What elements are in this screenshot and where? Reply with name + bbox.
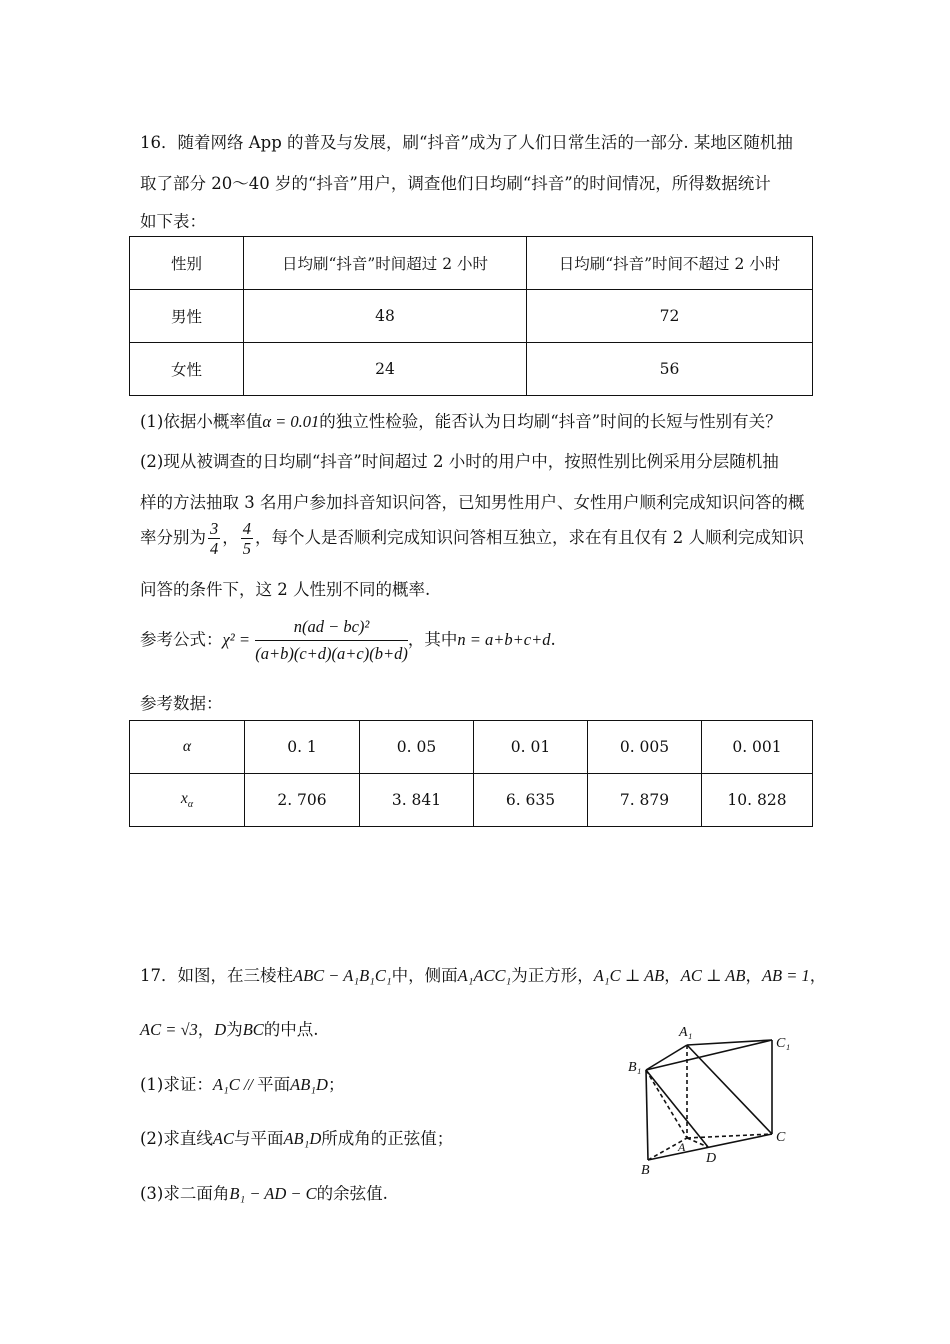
text: 与平面	[233, 1129, 284, 1148]
text: 率分别为	[140, 528, 206, 547]
math: AB = 1	[761, 966, 810, 985]
cell-value: 0. 05	[360, 721, 474, 774]
numerator: n(ad − bc)²	[255, 617, 408, 641]
math: D	[214, 1020, 227, 1039]
q17-part1	[140, 1071, 344, 1095]
q17-part2	[140, 1125, 453, 1149]
numerator: 4	[242, 519, 251, 538]
text: 17．如图，在三棱柱	[140, 966, 293, 985]
text: 中，侧面	[391, 966, 458, 985]
text: .	[550, 630, 556, 649]
text: ，	[222, 528, 239, 547]
q16-part2-line3	[140, 519, 804, 558]
table-row	[130, 721, 813, 774]
formula-label: 参考公式：	[140, 630, 223, 649]
cell-value: 6. 635	[474, 774, 588, 827]
math: B₁ − AD − C	[229, 1184, 317, 1203]
cell-value: 3. 841	[360, 774, 474, 827]
cell-value: 0. 001	[702, 721, 813, 774]
math: AC ⊥ AB	[680, 966, 746, 985]
header-x-alpha	[130, 774, 245, 827]
fraction-three-quarters	[208, 519, 220, 558]
q17-part3	[140, 1180, 388, 1204]
math: α = 0.01	[262, 412, 320, 431]
cell-value: 0. 1	[245, 721, 360, 774]
header-over-2h: 日均刷“抖音”时间超过 2 小时	[244, 237, 527, 290]
triangular-prism-figure	[620, 1020, 810, 1180]
x-symbol: x	[180, 789, 188, 807]
q16-line2: 取了部分 20～40 岁的“抖音”用户，调查他们日均刷“抖音”的时间情况，所得数据统计	[140, 174, 771, 193]
header-alpha: α	[130, 721, 245, 774]
label-d: D	[706, 1151, 717, 1166]
text: ，	[664, 966, 681, 985]
cell-value: 10. 828	[702, 774, 813, 827]
cell-value: 0. 005	[588, 721, 702, 774]
text: 的独立性检验，能否认为日均刷“抖音”时间的长短与性别有关？	[319, 412, 782, 431]
row-label-female: 女性	[130, 343, 244, 396]
segment-b1-d	[646, 1070, 708, 1147]
text: (1)依据小概率值	[140, 412, 263, 431]
table-row	[130, 774, 813, 827]
text: 所成角的正弦值；	[321, 1129, 454, 1148]
text: ，	[745, 966, 762, 985]
edge-b1-a1	[646, 1045, 687, 1070]
math: AB₁D	[283, 1129, 322, 1148]
label-c: C	[776, 1130, 786, 1145]
q16-part1	[140, 408, 782, 432]
segment-b1-a-hidden	[646, 1070, 687, 1138]
text: (3)求二面角	[140, 1184, 230, 1203]
fraction-four-fifths	[241, 519, 253, 558]
text: (1)求证：	[140, 1075, 213, 1094]
cell-value: 2. 706	[245, 774, 360, 827]
table-row	[130, 343, 813, 396]
reference-formula	[140, 617, 556, 664]
label-b1: B₁	[628, 1060, 642, 1075]
chi-square-fraction	[255, 617, 408, 664]
text: 为正方形，	[511, 966, 594, 985]
text: 的余弦值.	[316, 1184, 388, 1203]
q17-line1	[140, 962, 826, 986]
text: 的中点.	[263, 1020, 319, 1039]
table-row	[130, 290, 813, 343]
header-gender: 性别	[130, 237, 244, 290]
q16-line3: 如下表：	[140, 212, 206, 231]
alpha-subscript: α	[187, 799, 194, 811]
segment-a1-c	[687, 1045, 772, 1134]
numerator: 3	[210, 519, 219, 538]
text: (2)求直线	[140, 1129, 213, 1148]
math: AC = √3	[140, 1020, 198, 1039]
cell-value: 72	[527, 290, 813, 343]
cell-value: 24	[244, 343, 527, 396]
q16-part2-line1: (2)现从被调查的日均刷“抖音”时间超过 2 小时的用户中，按照性别比例采用分层随机抽	[140, 452, 779, 471]
math: A₁C //	[212, 1075, 258, 1094]
table-row	[130, 237, 813, 290]
reference-data-label: 参考数据：	[140, 694, 223, 713]
math: ABC − A₁B₁C₁	[293, 966, 392, 985]
edge-b1-b	[646, 1070, 648, 1160]
math: BC	[242, 1020, 264, 1039]
text: ，其中	[407, 630, 458, 649]
text: ，	[809, 966, 827, 985]
math: A₁C ⊥ AB	[593, 966, 665, 985]
denominator: 5	[242, 539, 251, 558]
text: 为	[226, 1020, 243, 1039]
text: ；	[327, 1075, 345, 1094]
math: n = a+b+c+d	[457, 630, 551, 649]
cell-value: 48	[244, 290, 527, 343]
denominator: (a+b)(c+d)(a+c)(b+d)	[255, 644, 408, 663]
label-c1: C₁	[776, 1036, 791, 1051]
label-a1: A₁	[679, 1025, 693, 1040]
denominator: 4	[210, 539, 219, 558]
cell-value: 56	[527, 343, 813, 396]
text: 平面	[257, 1075, 291, 1094]
q16-line1: 16．随着网络 App 的普及与发展，刷“抖音”成为了人们日常生活的一部分. 某地区随机抽	[140, 133, 793, 152]
row-label-male: 男性	[130, 290, 244, 343]
text: ，每个人是否顺利完成知识问答相互独立，求在有且仅有 2 人顺利完成知识	[255, 528, 804, 547]
label-a: A	[678, 1140, 686, 1154]
math: AC	[212, 1129, 234, 1148]
survey-table	[129, 236, 813, 396]
cell-value: 0. 01	[474, 721, 588, 774]
math: AB₁D	[290, 1075, 328, 1094]
text: ，	[197, 1020, 215, 1039]
q16-part2-line4: 问答的条件下，这 2 人性别不同的概率.	[140, 580, 431, 599]
q17-line2	[140, 1016, 319, 1040]
label-b: B	[641, 1163, 650, 1178]
math: A₁ACC₁	[457, 966, 512, 985]
cell-value: 7. 879	[588, 774, 702, 827]
chi-square: χ² =	[222, 630, 250, 649]
header-not-over-2h: 日均刷“抖音”时间不超过 2 小时	[527, 237, 813, 290]
critical-value-table	[129, 720, 813, 827]
q16-part2-line2: 样的方法抽取 3 名用户参加抖音知识问答，已知男性用户、女性用户顺利完成知识问答的概	[140, 493, 805, 512]
